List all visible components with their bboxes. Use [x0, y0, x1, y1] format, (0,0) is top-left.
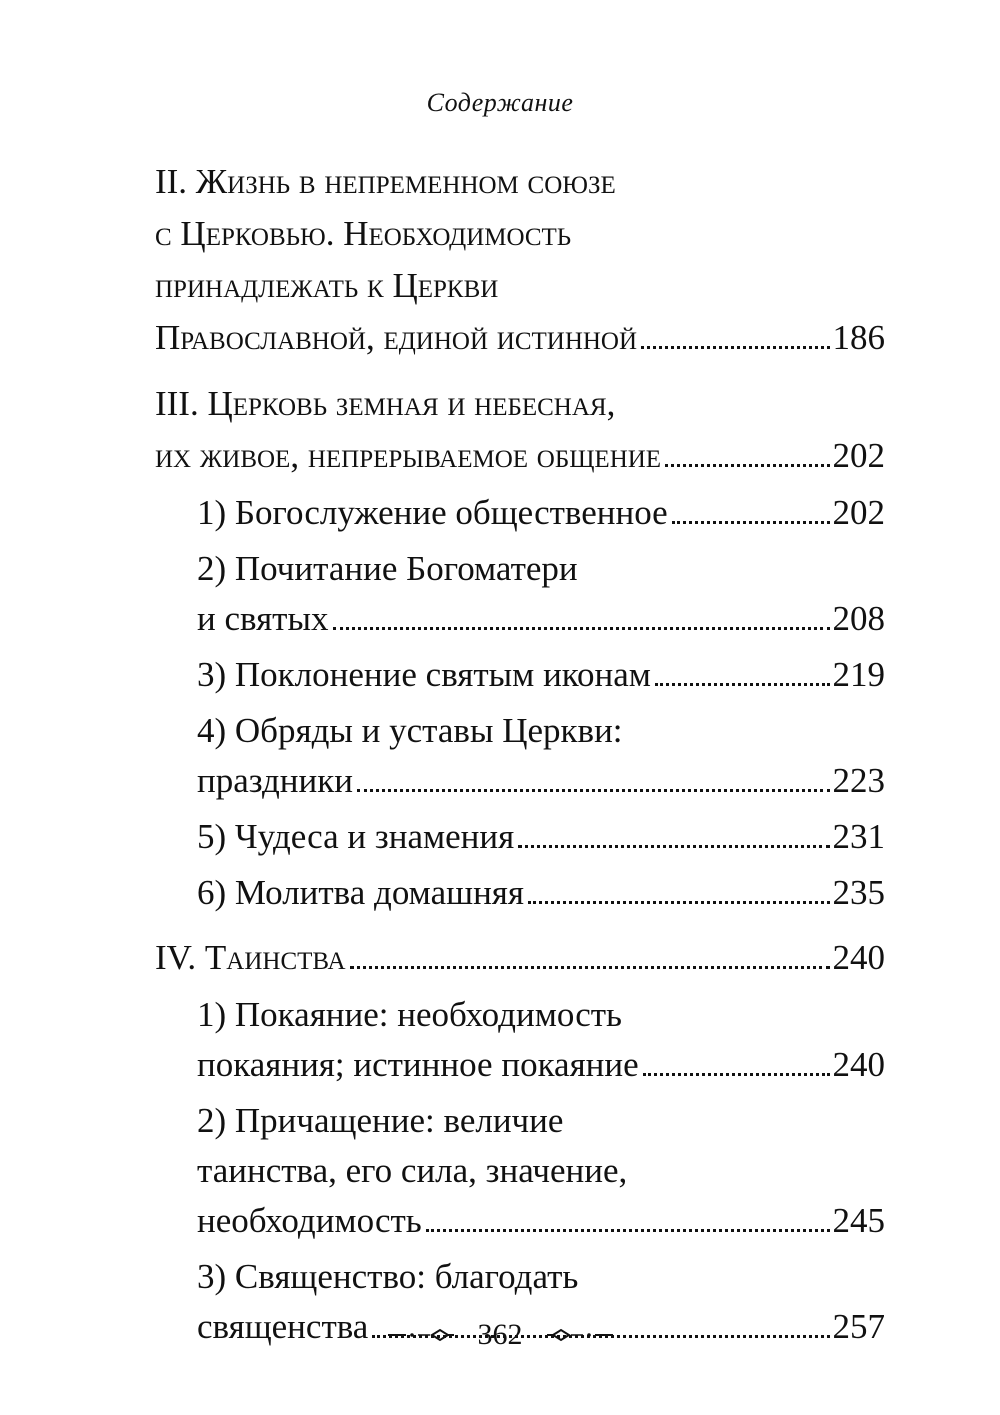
dot-leader: [518, 845, 829, 848]
dot-leader: [426, 1229, 830, 1232]
toc-section-2-line-2: с Церковью. Необходимость: [155, 214, 572, 253]
toc-item-page: 208: [832, 599, 885, 638]
toc-item-page: 231: [832, 817, 885, 856]
toc-item-page: 223: [832, 761, 885, 800]
dot-leader: [655, 683, 830, 686]
dot-leader: [528, 901, 830, 904]
toc-item-text: 5) Чудеса и знамения: [197, 817, 515, 856]
toc-item-3-4: [155, 706, 885, 806]
toc-item-3-5: [155, 812, 885, 862]
toc-item-text: 1) Богослужение общественное: [197, 493, 668, 532]
ornament-right-icon: [545, 1325, 615, 1345]
toc-item-text: необходимость: [197, 1201, 422, 1240]
dot-leader: [665, 464, 829, 467]
dot-leader: [357, 789, 830, 792]
toc-section-3-line-2: их живое, непрерываемое общение: [155, 436, 662, 475]
toc-item-text: 6) Молитва домашняя: [197, 873, 524, 912]
toc-item-text: 3) Священство: благодать: [197, 1257, 579, 1296]
toc-item-page: 245: [832, 1201, 885, 1240]
toc-item-4-2: [155, 1096, 885, 1246]
page-number: 362: [477, 1318, 523, 1351]
dot-leader: [350, 966, 830, 969]
dot-leader: [641, 346, 829, 349]
toc-item-text: священства: [197, 1307, 369, 1346]
toc-section-2-line-3: принадлежать к Церкви: [155, 266, 499, 305]
toc-section-4-page: 240: [832, 938, 885, 977]
toc-item-text: таинства, его сила, значение,: [197, 1151, 628, 1190]
toc-item-text: и святых: [197, 599, 329, 638]
toc-section-3-page: 202: [832, 436, 885, 475]
toc-section-4-line-1: IV. Таинства: [155, 938, 346, 977]
toc-section-4: [155, 932, 885, 984]
toc-item-3-3: [155, 650, 885, 700]
ornament-left-icon: [386, 1325, 456, 1345]
toc-section-2-page: 186: [832, 318, 885, 357]
toc-section-2: [155, 156, 885, 364]
toc-item-text: 4) Обряды и уставы Церкви:: [197, 711, 623, 750]
dot-leader: [333, 627, 830, 630]
toc-item-4-1: [155, 990, 885, 1090]
toc-item-3-1: [155, 488, 885, 538]
toc-item-text: покаяния; истинное покаяние: [197, 1045, 639, 1084]
dot-leader: [643, 1073, 830, 1076]
running-header: Содержание: [426, 88, 574, 117]
toc-item-3-6: [155, 868, 885, 918]
toc-item-page: 240: [832, 1045, 885, 1084]
toc-section-2-line-4: Православной, единой истинной: [155, 318, 638, 357]
page-footer: [0, 1318, 1000, 1352]
toc-section-3-line-1: III. Церковь земная и небесная,: [155, 384, 616, 423]
toc-item-text: 2) Причащение: величие: [197, 1101, 564, 1140]
toc-item-text: 2) Почитание Богоматери: [197, 549, 578, 588]
toc-item-text: 1) Покаяние: необходимость: [197, 995, 623, 1034]
dot-leader: [672, 521, 830, 524]
toc-section-3: [155, 378, 885, 482]
toc-item-page: 257: [832, 1307, 885, 1346]
toc-item-3-2: [155, 544, 885, 644]
toc-item-page: 235: [832, 873, 885, 912]
toc-item-page: 219: [832, 655, 885, 694]
toc-section-2-line-1: II. Жизнь в непременном союзе: [155, 162, 616, 201]
table-of-contents: [155, 156, 885, 1352]
toc-item-text: 3) Поклонение святым иконам: [197, 655, 651, 694]
toc-item-page: 202: [832, 493, 885, 532]
toc-item-text: праздники: [197, 761, 353, 800]
